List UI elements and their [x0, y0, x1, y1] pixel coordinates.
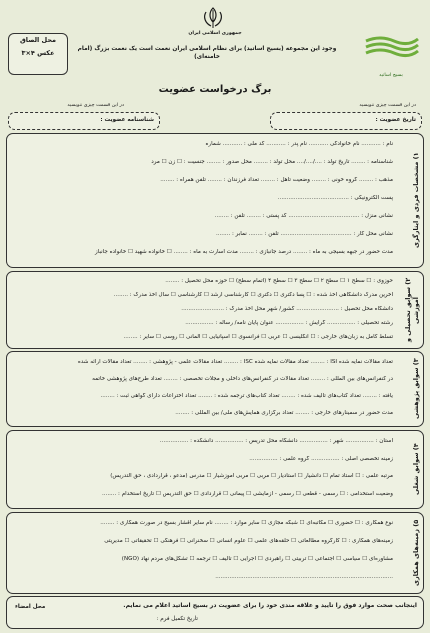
section-career-row[interactable]: استان : ................ شهر : ................ دانشگاه محل تدریس : ................ دانشکده : ................: [159, 438, 393, 444]
section-personal: [6, 133, 424, 268]
section-personal-row[interactable]: پست الکترونیکی : ........................................: [277, 195, 393, 201]
section-personal-row[interactable]: مدت حضور در جبهه بسیجی به ماه : ........ درصد جانبازی : ........ مدت اسارت به ماه : ........ ☐ خانواده شهید ☐ خانواده جانباز: [95, 249, 393, 255]
section-cooperation-row[interactable]: ....................................................................................................: [215, 574, 393, 580]
section-research-row[interactable]: یافته : ........ تعداد کتاب‌های تألیف شده : ........ تعداد کتاب‌های ترجمه شده : ........ تعداد اختراعات دارای گواهی ثبت : ........: [100, 393, 393, 399]
section-cooperation-title: ۵) زمینه‌های همکاری: [412, 519, 420, 587]
section-career-row[interactable]: زمینه تخصصی اصلی : ................ گروه علمی : ................: [249, 456, 393, 462]
section-cooperation-row[interactable]: نوع همکاری : ☐ حضوری ☐ مکاتبه‌ای ☐ شبکه مجازی ☐ سایر موارد : ........ نام سایر اقشار بسیج در صورت همکاری : ........: [100, 520, 393, 526]
membership-date-box: [270, 112, 422, 130]
emblem-icon: [200, 6, 226, 30]
section-education: [6, 271, 424, 349]
form-title: برگ درخواست عضویت: [158, 84, 272, 95]
membership-id-box: [8, 112, 160, 130]
section-education-row[interactable]: دانشگاه محل تحصیل : ........................ کشور/ شهر محل اخذ مدرک : ........................: [181, 306, 393, 312]
section-career: [6, 430, 424, 509]
footer-sign-label[interactable]: محل امضاء: [15, 604, 46, 610]
section-education-row[interactable]: آخرین مدرک دانشگاهی اخذ شده : ☐ پسا دکتری ☐ دکتری ☐ کارشناسی ارشد ☐ کارشناسی ☐ سال اخذ مدرک : ........: [113, 292, 393, 298]
section-research-row[interactable]: مدت حضور در سمینارهای خارجی : ........ تعداد برگزاری همایش‌های ملی/ بین المللی : ........: [175, 410, 393, 416]
section-research: [6, 351, 424, 427]
section-career-title: ۴) سوابق شغلی: [412, 443, 420, 496]
republic-label: جمهوری اسلامی ایران: [188, 31, 242, 36]
logo-text: بسیج اساتید: [379, 73, 403, 78]
section-education-title: ۲) سوابق تحصیلی و آموزشی: [404, 277, 420, 343]
motto-text: وجود این مجموعه (بسیج اساتید) برای نظام اسلامی ایران نعمت است یک نعمت بزرگ (امام خامنه‌ای): [77, 46, 337, 60]
section-career-row[interactable]: مرتبه علمی : ☐ استاد تمام ☐ دانشیار ☐ استادیار ☐ مربی ☐ مربی آموزشیار ☐ مدرس (مدعو ، قراردادی ، حق التدریس): [110, 473, 393, 479]
basij-asatid-logo-icon: [360, 31, 422, 71]
photo-size: عکس ۴×۳: [21, 49, 55, 57]
photo-label: محل الصاق: [19, 36, 57, 44]
footer-date-label[interactable]: تاریخ تکمیل فرم :: [156, 616, 198, 622]
note-right: در این قسمت چیزی ننویسید: [359, 103, 416, 108]
section-research-row[interactable]: تعداد مقالات نمایه شده ISI : ........ تعداد مقالات نمایه شده ISC : ........ تعداد مقالات علمی - پژوهشی : ........ تعداد مقالات ارائه شده: [77, 359, 393, 365]
membership-date-label: تاریخ عضویت :: [375, 117, 416, 123]
section-education-row[interactable]: رشته تحصیلی : ................ گرایش : ................ عنوان پایان نامه/ رساله : ................: [185, 320, 393, 326]
section-personal-row[interactable]: نام : ........... نام خانوادگی ........... نام پدر : ........... کد ملی : ........... شماره: [205, 141, 393, 147]
section-personal-row[interactable]: نشانی محل کار : ........................................ تلفن : ........ نمابر : ........: [215, 231, 393, 237]
section-education-row[interactable]: حوزوی : ☐ سطح ۱ ☐ سطح ۲ ☐ سطح ۳ ☐ سطح ۴ (اتمام سطح) ☐ حوزه محل تحصیل : ........: [165, 278, 393, 284]
section-education-row[interactable]: تسلط کامل به زبان‌های خارجی : ☐ انگلیسی ☐ عربی ☐ فرانسوی ☐ اسپانیایی ☐ آلمانی ☐ روسی ☐ سایر : ........: [123, 334, 393, 340]
section-cooperation-row[interactable]: زمینه‌های همکاری : ☐ کارگروه مطالعاتی ☐ حلقه‌های علمی ☐ علوم انسانی ☐ سخنرانی ☐ فرهنگی ☐ تحقیقاتی ☐ مدیریتی: [104, 538, 393, 544]
section-personal-row[interactable]: نشانی منزل : ........................................ کد پستی : ........ تلفن : ........: [214, 213, 393, 219]
footer-box: [6, 596, 424, 629]
section-research-title: ۳) سوابق پژوهشی: [412, 358, 420, 420]
section-cooperation: [6, 512, 424, 594]
section-cooperation-row[interactable]: مشاوره‌ای ☐ سیاسی ☐ اجتماعی ☐ تربیتی ☐ راهبردی ☐ اجرایی ☐ تألیف ☐ ترجمه ☐ تشکل‌های مردم نهاد (NGO): [121, 556, 393, 562]
section-career-row[interactable]: وضعیت استخدامی : ☐ رسمی - قطعی ☐ رسمی - آزمایشی ☐ پیمانی ☐ قراردادی ☐ حق التدریس ☐ تاریخ استخدام : ........: [102, 491, 393, 497]
photo-box: [8, 33, 68, 75]
section-personal-title: ۱) مشخصات فردی و ایثارگری: [412, 152, 420, 248]
membership-id-label: شناسنامه عضویت :: [100, 117, 154, 123]
section-research-row[interactable]: در کنفرانس‌های بین المللی : ........ تعداد مقالات در کنفرانس‌های داخلی و مجلات تخصصی : ........ تعداد طرح‌های پژوهشی خاتمه: [92, 376, 393, 382]
section-personal-row[interactable]: شناسنامه : ........ تاریخ تولد : ..../..../.... محل تولد : ........ محل صدور : ........ جنسیت : ☐ زن ☐ مرد: [151, 159, 393, 165]
note-left: در این قسمت چیزی ننویسید: [67, 103, 124, 108]
footer-statement: اینجانب صحت موارد فوق را تأیید و علاقه مندی خود را برای عضویت در بسیج اساتید اعلام می نمایم.: [123, 602, 417, 609]
section-personal-row[interactable]: مذهب : ........ گروه خونی : ........ وضعیت تأهل : ........ تعداد فرزندان : ........ تلفن همراه : ........: [160, 177, 393, 183]
